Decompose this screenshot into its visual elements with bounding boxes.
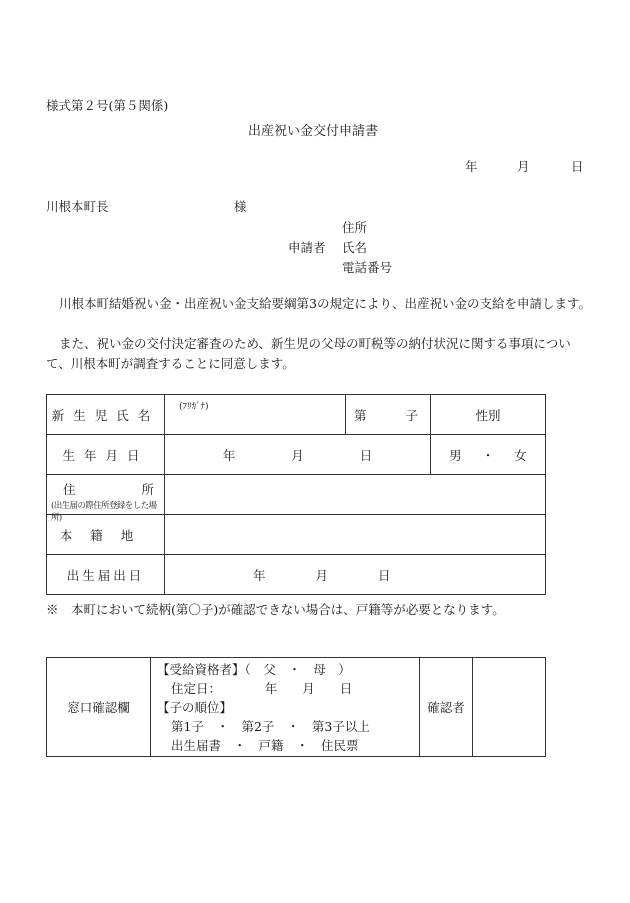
dob-cell[interactable] [165,435,431,475]
applicant-name-label: 氏名 [342,240,368,255]
gender-male[interactable]: 男 [449,447,462,463]
dob-year: 年 [222,447,236,463]
gender-separator: ・ [481,447,495,463]
confirmer-cell[interactable] [473,658,546,757]
page-title: 出産祝い金交付申請書 [248,124,379,139]
residence-date-line: 住定日： 年 月 日 [171,680,353,696]
form-number: 様式第２号(第５関係) [46,98,169,113]
dob-month: 月 [291,447,304,463]
birth-order-prefix: 第 [354,407,367,423]
body-paragraph-2: また、祝い金の交付決定審査のため、新生児の父母の町税等の納付状況に関する事項について、川根本町が調査することに同意します。 [46,336,571,371]
document-options: 出生届書 ・ 戸籍 ・ 住民票 [171,737,359,753]
birth-order-cell[interactable] [346,395,431,435]
newborn-name-cell[interactable] [165,395,346,435]
addressee-honorific: 様 [234,199,247,214]
office-check-table [46,657,546,757]
dob-day: 日 [359,447,373,463]
address-label: 住 所 (出生届の際住所登録をした場所) [47,475,165,515]
gender-cell[interactable] [431,435,546,475]
office-section-label: 窓口確認欄 [47,658,151,757]
date-year: 年 [465,159,478,174]
date-month: 月 [517,159,530,174]
birth-report-label: 出生届出日 [47,555,165,595]
body-paragraph-1: 川根本町結婚祝い金・出産祝い金支給要綱第3の規定により、出産祝い金の支給を申請します。 [59,296,591,311]
child-order-options: 第1子 ・ 第2子 ・ 第3子以上 [171,718,370,734]
office-details [151,658,420,757]
newborn-name-label: 新生児氏名 [47,395,165,435]
note-text: ※ 本町において続柄(第〇子)が確認できない場合は、戸籍等が必要となります。 [46,602,505,617]
eligibility-line: 【受給資格者】（ 父 ・ 母 ） [157,661,351,677]
birth-order-suffix: 子 [405,407,418,423]
child-order-heading: 【子の順位】 [157,699,233,715]
birth-report-cell[interactable] [165,555,546,595]
report-month: 月 [315,567,328,583]
address-note: (出生届の際住所登録をした場所) [51,501,157,523]
addressee-name: 川根本町長 [46,199,109,214]
gender-label: 性別 [431,395,546,435]
applicant-label: 申請者 [288,240,326,255]
report-year: 年 [253,567,266,583]
dob-label: 生年月日 [47,435,165,475]
confirmer-label: 確認者 [420,658,473,757]
date-day: 日 [571,159,584,174]
domicile-cell[interactable] [165,515,546,555]
domicile-label: 本籍地 [47,515,165,555]
furigana-label: (ﾌﾘｶﾞﾅ) [179,402,209,412]
applicant-address-label: 住所 [342,220,368,235]
address-cell[interactable] [165,475,546,515]
newborn-form-table [46,394,546,595]
report-day: 日 [377,567,391,583]
applicant-phone-label: 電話番号 [342,260,393,275]
gender-female[interactable]: 女 [514,447,527,463]
